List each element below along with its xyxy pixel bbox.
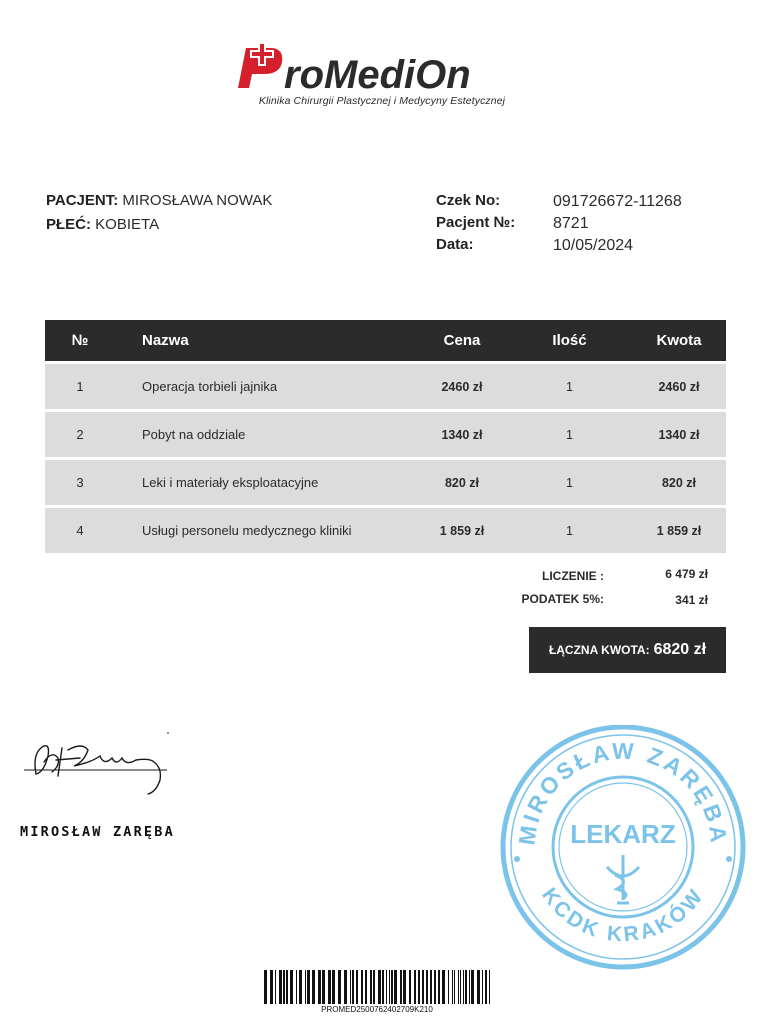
row-name: Operacja torbieli jajnika <box>142 379 278 394</box>
barcode-bar <box>312 970 315 1004</box>
barcode-bar <box>322 970 325 1004</box>
row-price: 820 zł <box>444 475 480 490</box>
barcode-bar <box>434 970 436 1004</box>
patient-number-value: 8721 <box>553 215 589 232</box>
row-amount: 2460 zł <box>658 379 700 394</box>
row-name: Usługi personelu medycznego kliniki <box>142 523 352 538</box>
patient-number-label: Pacjent №: <box>436 214 516 231</box>
total-amount-box <box>529 627 726 673</box>
header-amount: Kwota <box>656 332 702 349</box>
barcode-bar <box>414 970 416 1004</box>
barcode-bar <box>270 970 273 1004</box>
stamp-bottom-text: KCDK KRAKÓW <box>537 883 709 947</box>
barcode-bar <box>477 970 480 1004</box>
doctor-stamp <box>495 725 751 970</box>
patient-name-value: MIROSŁAWA NOWAK <box>122 192 273 209</box>
barcode-bar <box>389 970 390 1004</box>
patient-name-label: PACJENT: <box>46 192 119 209</box>
total-value: 6820 zł <box>653 641 707 658</box>
barcode-bar <box>422 970 424 1004</box>
row-no: 2 <box>76 427 84 442</box>
barcode-number: PROMED2500762402709K210 <box>321 1005 433 1014</box>
barcode-bar <box>318 970 321 1004</box>
date-label: Data: <box>436 236 474 253</box>
barcode-bar <box>469 970 470 1004</box>
stamp-center-text: LEKARZ <box>570 819 676 849</box>
barcode-bar <box>286 970 288 1004</box>
row-qty: 1 <box>566 523 573 538</box>
barcode-bar <box>386 970 387 1004</box>
row-no: 3 <box>76 475 84 490</box>
barcode-bar <box>350 970 351 1004</box>
subtotal-label: LICZENIE : <box>542 569 604 583</box>
barcode-bar <box>338 970 341 1004</box>
barcode-bar <box>438 970 440 1004</box>
row-name: Pobyt na oddziale <box>142 427 246 442</box>
signer-name: MIROSŁAW ZARĘBA <box>20 824 175 840</box>
barcode-bar <box>430 970 432 1004</box>
barcode-bar <box>471 970 474 1004</box>
barcode-bar <box>442 970 445 1004</box>
row-qty: 1 <box>566 475 573 490</box>
barcode-bar <box>283 970 285 1004</box>
logo-tagline: Klinika Chirurgii Plastycznej i Medycyny Estetycznej <box>258 95 506 107</box>
barcode <box>262 970 492 1004</box>
row-price: 1340 zł <box>441 427 483 442</box>
handwritten-signature <box>22 732 172 798</box>
barcode-bar <box>418 970 420 1004</box>
barcode-bar <box>448 970 449 1004</box>
barcode-bar <box>307 970 310 1004</box>
row-amount: 820 zł <box>661 475 697 490</box>
barcode-bar <box>356 970 358 1004</box>
total-label: ŁĄCZNA KWOTA: <box>548 643 650 657</box>
table-header <box>45 320 726 361</box>
row-qty: 1 <box>566 427 573 442</box>
check-number-label: Czek No: <box>436 192 501 209</box>
barcode-bar <box>378 970 381 1004</box>
barcode-bar <box>361 970 363 1004</box>
header-price: Cena <box>443 332 481 349</box>
row-amount: 1 859 zł <box>656 523 702 538</box>
barcode-bar <box>382 970 384 1004</box>
tax-value: 341 zł <box>675 593 708 607</box>
barcode-bar <box>463 970 464 1004</box>
barcode-bar <box>279 970 282 1004</box>
header-name: Nazwa <box>142 332 189 349</box>
barcode-bar <box>485 970 487 1004</box>
barcode-bar <box>305 970 306 1004</box>
barcode-bar <box>426 970 428 1004</box>
tax-label: PODATEK 5%: <box>521 592 604 606</box>
logo-p-cross-icon <box>238 42 282 88</box>
barcode-bar <box>275 970 276 1004</box>
row-qty: 1 <box>566 379 573 394</box>
row-name: Leki i materiały eksploatacyjne <box>142 475 319 490</box>
barcode-bar <box>352 970 354 1004</box>
row-no: 1 <box>76 379 84 394</box>
barcode-bar <box>299 970 302 1004</box>
table-row <box>45 508 726 553</box>
barcode-bar <box>454 970 455 1004</box>
barcode-bar <box>370 970 372 1004</box>
row-price: 1 859 zł <box>439 523 485 538</box>
barcode-bar <box>264 970 267 1004</box>
patient-sex-label: PŁEĆ: <box>46 216 91 233</box>
caduceus-icon <box>607 855 639 903</box>
barcode-bar <box>465 970 467 1004</box>
barcode-bar <box>365 970 367 1004</box>
barcode-bar <box>373 970 375 1004</box>
barcode-bar <box>394 970 397 1004</box>
stamp-ring-text: MIROSŁAW ZARĘBA <box>513 737 733 847</box>
subtotal-value: 6 479 zł <box>665 567 708 581</box>
barcode-bar <box>403 970 406 1004</box>
header-qty: Ilość <box>552 332 587 349</box>
check-number-value: 091726672-11268 <box>553 193 682 210</box>
patient-name <box>46 192 272 209</box>
table-row <box>45 412 726 457</box>
header-no: № <box>71 332 89 349</box>
logo-wordmark: roMediOn <box>284 53 471 97</box>
barcode-bar <box>409 970 411 1004</box>
date-value: 10/05/2024 <box>553 237 634 254</box>
barcode-bar <box>296 970 297 1004</box>
patient-sex <box>46 216 159 233</box>
barcode-bar <box>458 970 459 1004</box>
barcode-bar <box>332 970 335 1004</box>
patient-sex-value: KOBIETA <box>95 216 160 233</box>
row-no: 4 <box>76 523 84 538</box>
row-amount: 1340 zł <box>658 427 700 442</box>
barcode-bar <box>328 970 331 1004</box>
barcode-bar <box>460 970 461 1004</box>
table-row <box>45 460 726 505</box>
barcode-bar <box>400 970 402 1004</box>
barcode-bar <box>290 970 293 1004</box>
barcode-bar <box>489 970 490 1004</box>
table-row <box>45 364 726 409</box>
barcode-bar <box>344 970 347 1004</box>
barcode-bar <box>391 970 393 1004</box>
barcode-bar <box>452 970 453 1004</box>
barcode-bar <box>482 970 483 1004</box>
invoice-table <box>45 320 726 553</box>
row-price: 2460 zł <box>441 379 483 394</box>
